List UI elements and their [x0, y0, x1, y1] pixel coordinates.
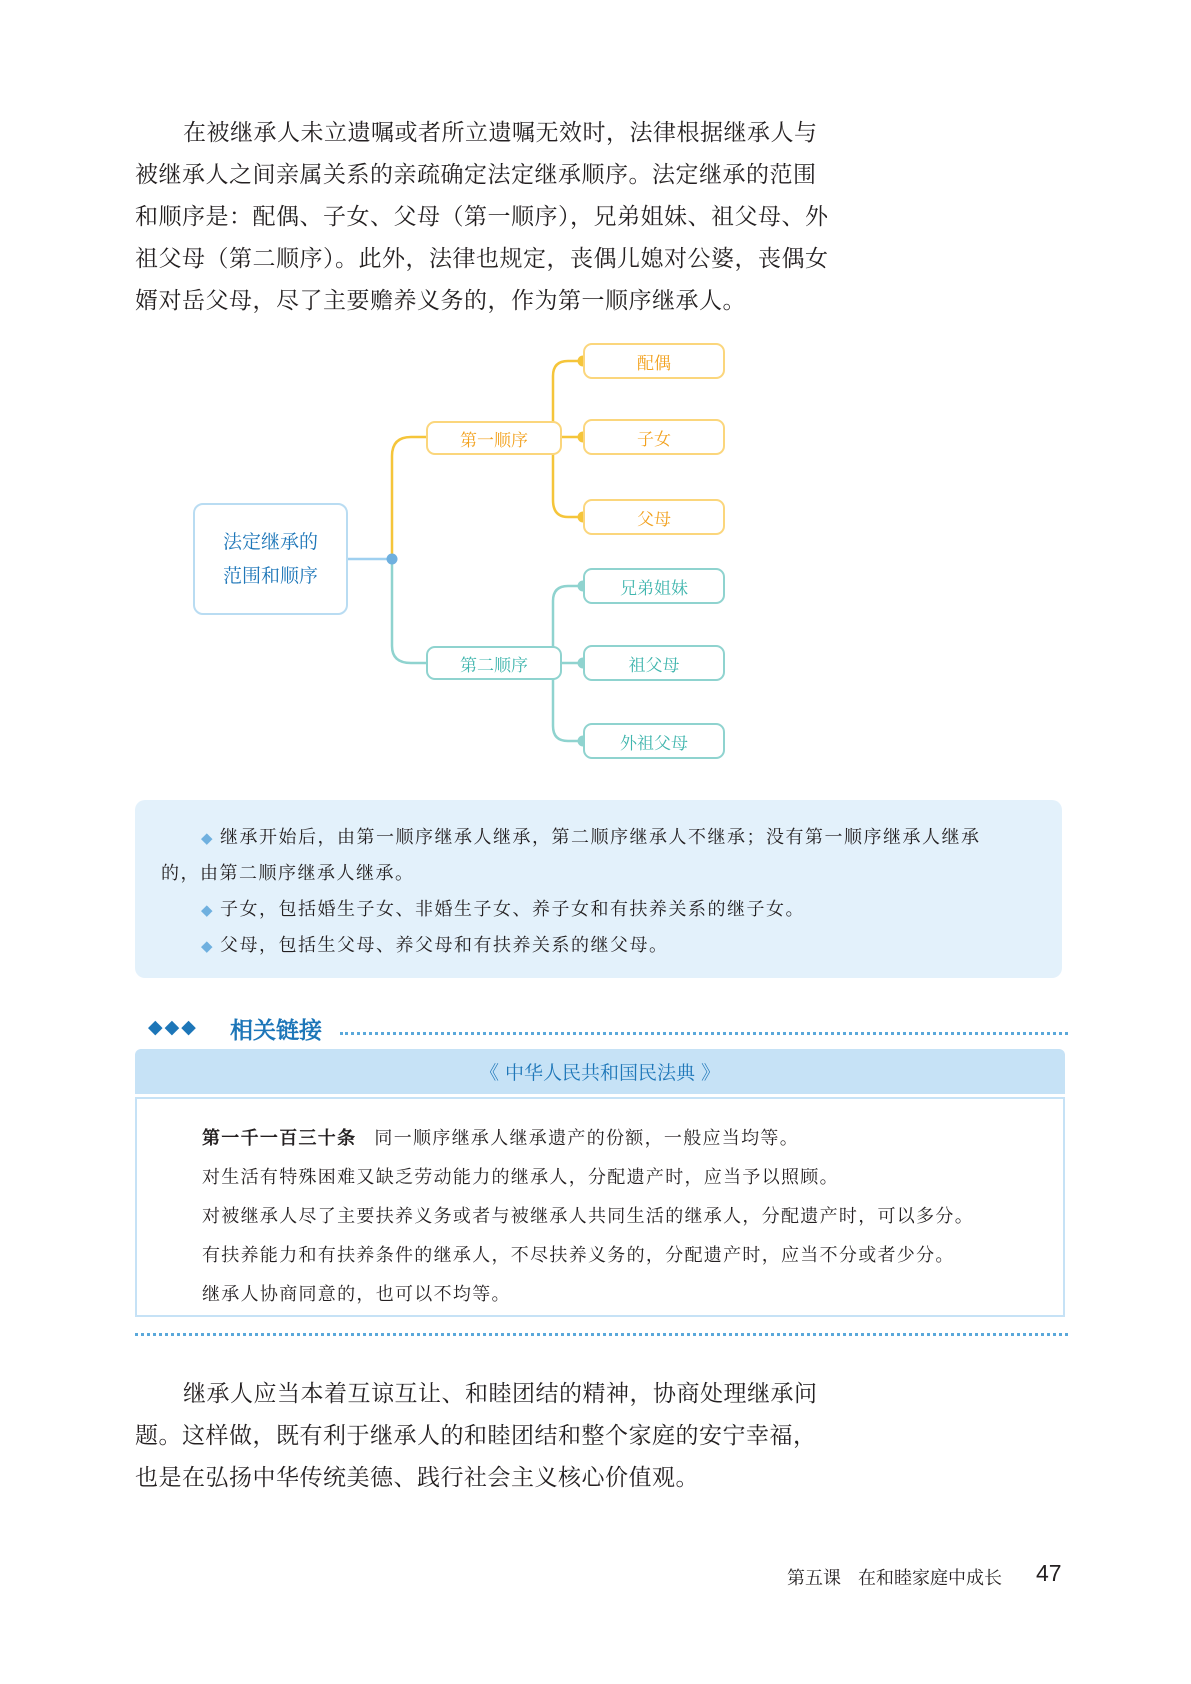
- note-3: ◆ 父母，包括生父母、养父母和有扶养关系的继父母。: [201, 935, 669, 956]
- law-line-5: 继承人协商同意的，也可以不均等。: [202, 1284, 511, 1305]
- diamond-icon: ◆◆◆: [148, 1016, 198, 1038]
- note-1-cont: 的，由第二顺序继承人继承。: [161, 863, 415, 884]
- second-order-node: 第二顺序: [426, 646, 562, 680]
- closing-paragraph: [135, 1373, 835, 1499]
- bullet-icon: ◆: [201, 901, 215, 919]
- note-1: ◆ 继承开始后，由第一顺序继承人继承，第二顺序继承人不继承；没有第一顺序继承人继承: [201, 827, 981, 848]
- node-siblings: 兄弟姐妹: [583, 568, 725, 604]
- related-link-header: [148, 1010, 1068, 1050]
- related-link-title: 相关链接: [230, 1018, 322, 1044]
- footer-lesson-title: 在和睦家庭中成长: [858, 1568, 1002, 1589]
- law-line-3: 对被继承人尽了主要扶养义务或者与被继承人共同生活的继承人，分配遗产时，可以多分。: [202, 1206, 974, 1227]
- law-line-1: 第一千一百三十条 同一顺序继承人继承遗产的份额，一般应当均等。: [202, 1128, 800, 1149]
- dotted-divider-bottom: [135, 1333, 1068, 1336]
- law-text-box: [135, 1097, 1065, 1317]
- footer-lesson: 第五课: [787, 1568, 841, 1589]
- bullet-icon: ◆: [201, 829, 215, 847]
- node-grandparents: 祖父母: [583, 645, 725, 681]
- note-2: ◆ 子女，包括婚生子女、非婚生子女、养子女和有扶养关系的继子女。: [201, 899, 806, 920]
- law-title-bar: 《 中华人民共和国民法典 》: [135, 1049, 1065, 1094]
- bullet-icon: ◆: [201, 937, 215, 955]
- diagram-root-node: [193, 503, 348, 615]
- root-label-line1: 法定继承的: [222, 531, 318, 553]
- intro-text: 在被继承人未立遗嘱或者所立遗嘱无效时，法律根据继承人与被继承人之间亲属关系的亲疏确定法定继承顺序。法定继承的范围和顺序是：配偶、子女、父母（第一顺序），兄弟姐妹、祖父母、外祖父母（第二顺序）。此外，法律也规定，丧偶儿媳对公婆，丧偶女婿对岳父母，尽了主要赡养义务的，作为第一顺序继承人。: [135, 120, 829, 314]
- page-number: 47: [1036, 1560, 1062, 1586]
- law-line-2: 对生活有特殊困难又缺乏劳动能力的继承人，分配遗产时，应当予以照顾。: [202, 1167, 839, 1188]
- node-children: 子女: [583, 419, 725, 455]
- first-order-node: 第一顺序: [426, 421, 562, 455]
- node-parents: 父母: [583, 499, 725, 535]
- article-number: 第一千一百三十条: [202, 1128, 357, 1149]
- root-label-line2: 范围和顺序: [222, 565, 318, 587]
- intro-paragraph: [135, 112, 835, 322]
- law-line-4: 有扶养能力和有扶养条件的继承人，不尽扶养义务的，分配遗产时，应当不分或者少分。: [202, 1245, 955, 1266]
- note-box: [135, 800, 1062, 978]
- node-maternal-grandparents: 外祖父母: [583, 723, 725, 759]
- node-spouse: 配偶: [583, 343, 725, 379]
- closing-text: 继承人应当本着互谅互让、和睦团结的精神，协商处理继承问题。这样做，既有利于继承人的和睦团结和整个家庭的安宁幸福，也是在弘扬中华传统美德、践行社会主义核心价值观。: [135, 1381, 818, 1491]
- dotted-divider-top: [340, 1032, 1068, 1035]
